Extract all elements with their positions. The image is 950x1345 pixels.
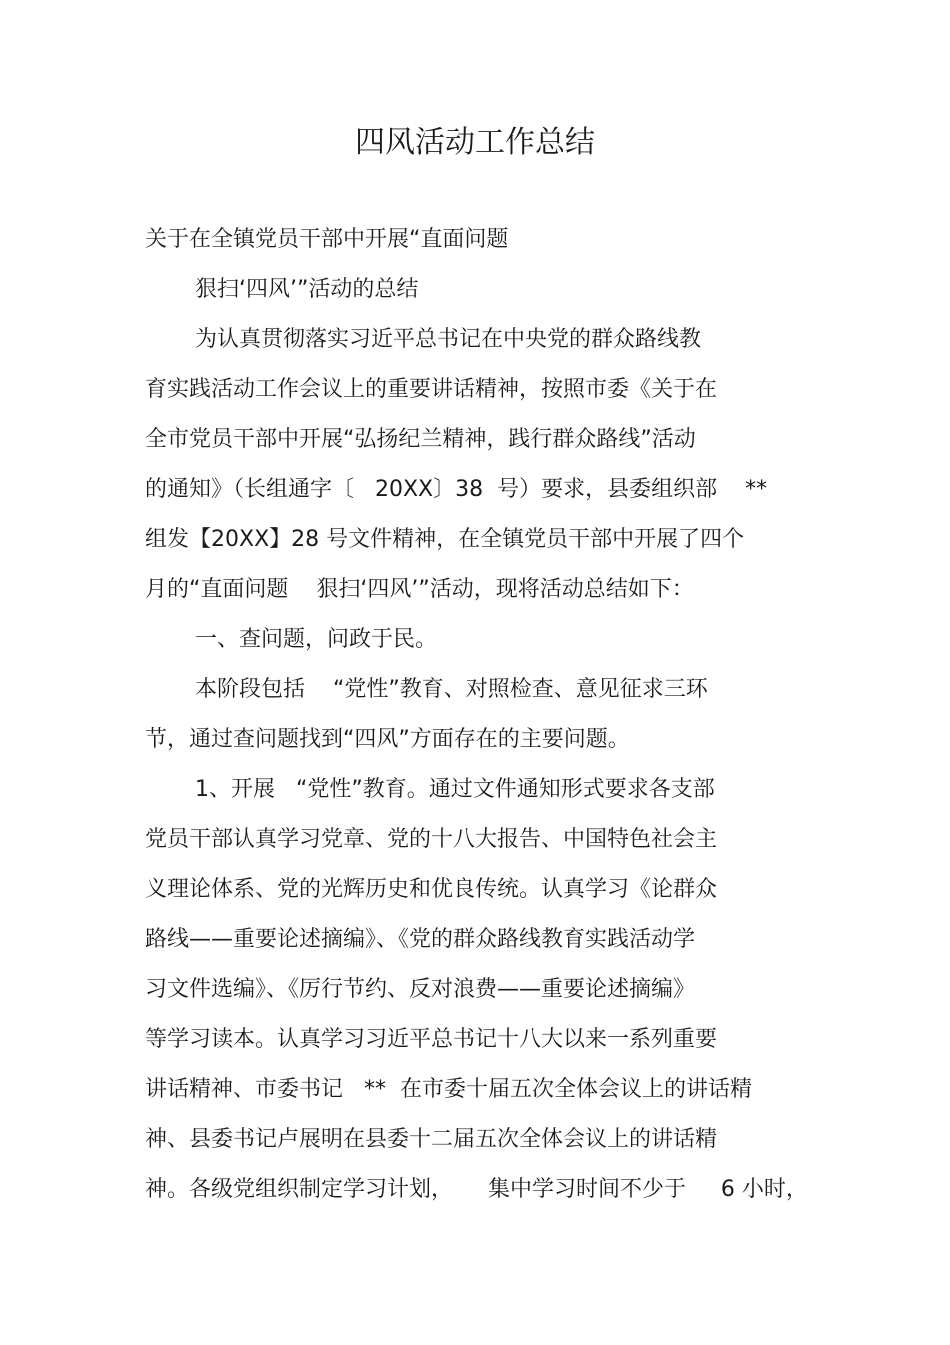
paragraph-line: 为认真贯彻落实习近平总书记在中央党的群众路线教 <box>195 327 702 352</box>
paragraph-line: 节，通过查问题找到“四风”方面存在的主要问题。 <box>145 727 630 752</box>
paragraph-line: 路线——重要论述摘编》、《党的群众路线教育实践活动学 <box>145 927 696 952</box>
paragraph-line: 神、县委书记卢展明在县委十二届五次全体会议上的讲话精 <box>145 1127 718 1152</box>
paragraph-line: 全市党员干部中开展“弘扬纪兰精神，践行群众路线”活动 <box>145 427 696 452</box>
paragraph-line: 月的“直面问题 狠扫‘四风’”活动，现将活动总结如下： <box>145 577 694 602</box>
paragraph-line: 组发【20XX】28 号文件精神，在全镇党员干部中开展了四个 <box>145 527 745 552</box>
paragraph-line: 的通知》（长组通字〔 20XX〕38 号）要求，县委组织部 ** <box>145 477 768 502</box>
section-heading: 一、查问题，问政于民。 <box>195 627 438 652</box>
document-title: 四风活动工作总结 <box>355 125 595 160</box>
paragraph-line: 义理论体系、党的光辉历史和优良传统。认真学习《论群众 <box>145 877 718 902</box>
paragraph-line: 神。各级党组织制定学习计划， 集中学习时间不少于 6 小时， <box>145 1177 808 1202</box>
paragraph-line: 1、开展 “党性”教育。通过文件通知形式要求各支部 <box>195 777 715 802</box>
paragraph-line: 等学习读本。认真学习习近平总书记十八大以来一系列重要 <box>145 1027 718 1052</box>
paragraph-line: 本阶段包括 “党性”教育、对照检查、意见征求三环 <box>195 677 708 702</box>
subtitle-line-2: 狠扫‘四风’”活动的总结 <box>195 277 419 302</box>
paragraph-line: 讲话精神、市委书记 ** 在市委十届五次全体会议上的讲话精 <box>145 1077 752 1102</box>
paragraph-line: 习文件选编》、《厉行节约、反对浪费——重要论述摘编》 <box>145 977 696 1002</box>
paragraph-line: 育实践活动工作会议上的重要讲话精神，按照市委《关于在 <box>145 377 718 402</box>
paragraph-line: 党员干部认真学习党章、党的十八大报告、中国特色社会主 <box>145 827 718 852</box>
subtitle-line-1: 关于在全镇党员干部中开展“直面问题 <box>145 227 509 252</box>
